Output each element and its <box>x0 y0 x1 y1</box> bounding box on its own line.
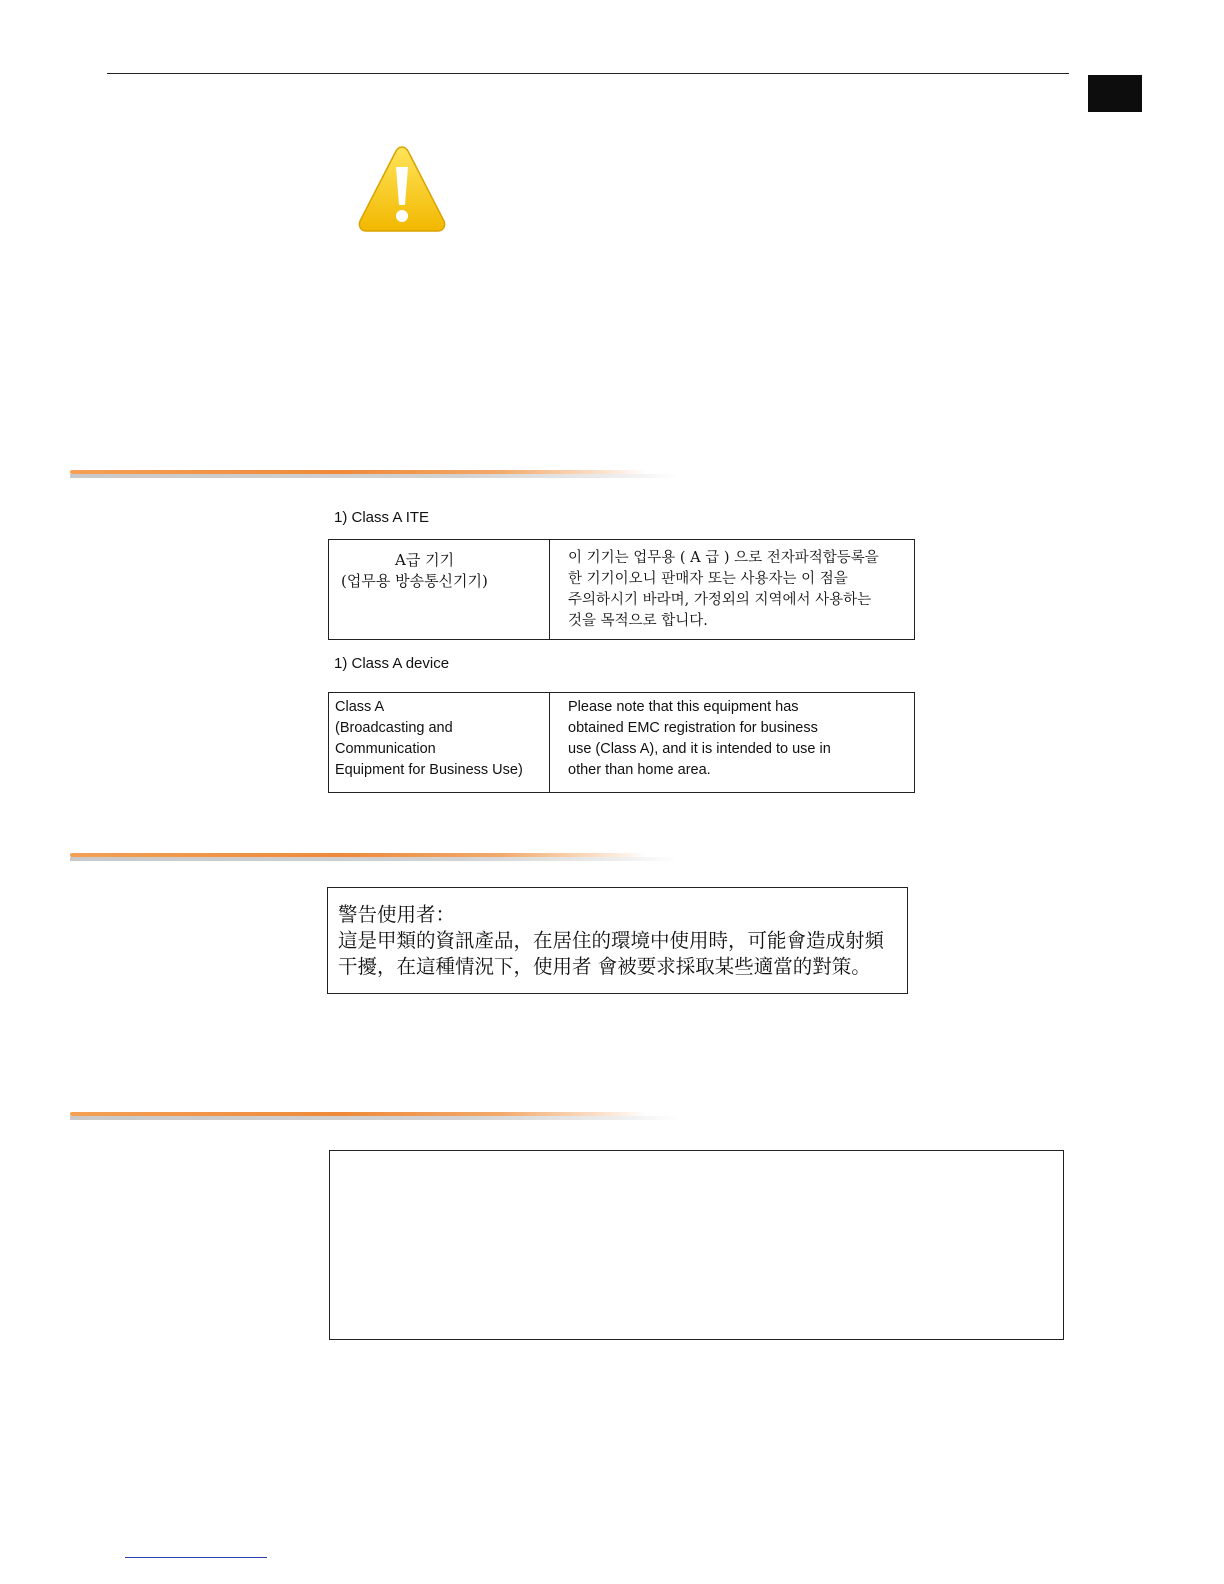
empty-notice-box <box>329 1150 1064 1340</box>
footer-link-underline[interactable] <box>125 1557 267 1558</box>
device-class-line: Communication <box>335 741 436 757</box>
korean-class-cell <box>329 540 550 640</box>
device-class-line: Equipment for Business Use) <box>335 762 523 778</box>
korean-notice-line: 것을 목적으로 합니다. <box>568 613 708 629</box>
class-a-ite-label: 1) Class A ITE <box>334 509 430 526</box>
taiwan-notice-line: 干擾，在這種情況下，使用者 會被要求採取某些適當的對策。 <box>338 955 871 978</box>
section-divider <box>70 470 850 479</box>
korean-class-title: A급 기기 <box>395 551 455 569</box>
taiwan-notice-line: 這是甲類的資訊產品，在居住的環境中使用時，可能會造成射頻 <box>338 929 885 952</box>
section-divider <box>70 853 850 862</box>
device-class-line: (Broadcasting and <box>335 720 453 736</box>
english-notice-table <box>328 692 915 793</box>
taiwan-notice-heading: 警告使用者： <box>338 903 456 926</box>
korean-notice-line: 주의하시기 바라며, 가정외의 지역에서 사용하는 <box>568 592 872 608</box>
korean-notice-text <box>550 540 915 640</box>
device-class-line: Class A <box>335 699 385 715</box>
device-notice-line: use (Class A), and it is intended to use in <box>568 741 831 757</box>
chapter-tab <box>1088 75 1142 112</box>
class-a-device-label: 1) Class A device <box>334 655 450 672</box>
device-notice-line: obtained EMC registration for business <box>568 720 818 736</box>
device-notice-line: other than home area. <box>568 762 711 778</box>
warning-triangle-icon <box>356 143 448 235</box>
korean-class-subtitle: (업무용 방송통신기기) <box>341 572 488 590</box>
device-notice-text <box>550 693 915 793</box>
device-notice-line: Please note that this equipment has <box>568 699 799 715</box>
korean-notice-line: 이 기기는 업무용 ( A 급 ) 으로 전자파적합등록을 <box>568 550 879 566</box>
taiwan-notice-box <box>327 887 908 994</box>
device-class-cell <box>329 693 550 793</box>
korean-notice-line: 한 기기이오니 판매자 또는 사용자는 이 점을 <box>568 571 848 587</box>
section-divider <box>70 1112 850 1121</box>
header-rule <box>107 73 1069 74</box>
korean-notice-table <box>328 539 915 640</box>
